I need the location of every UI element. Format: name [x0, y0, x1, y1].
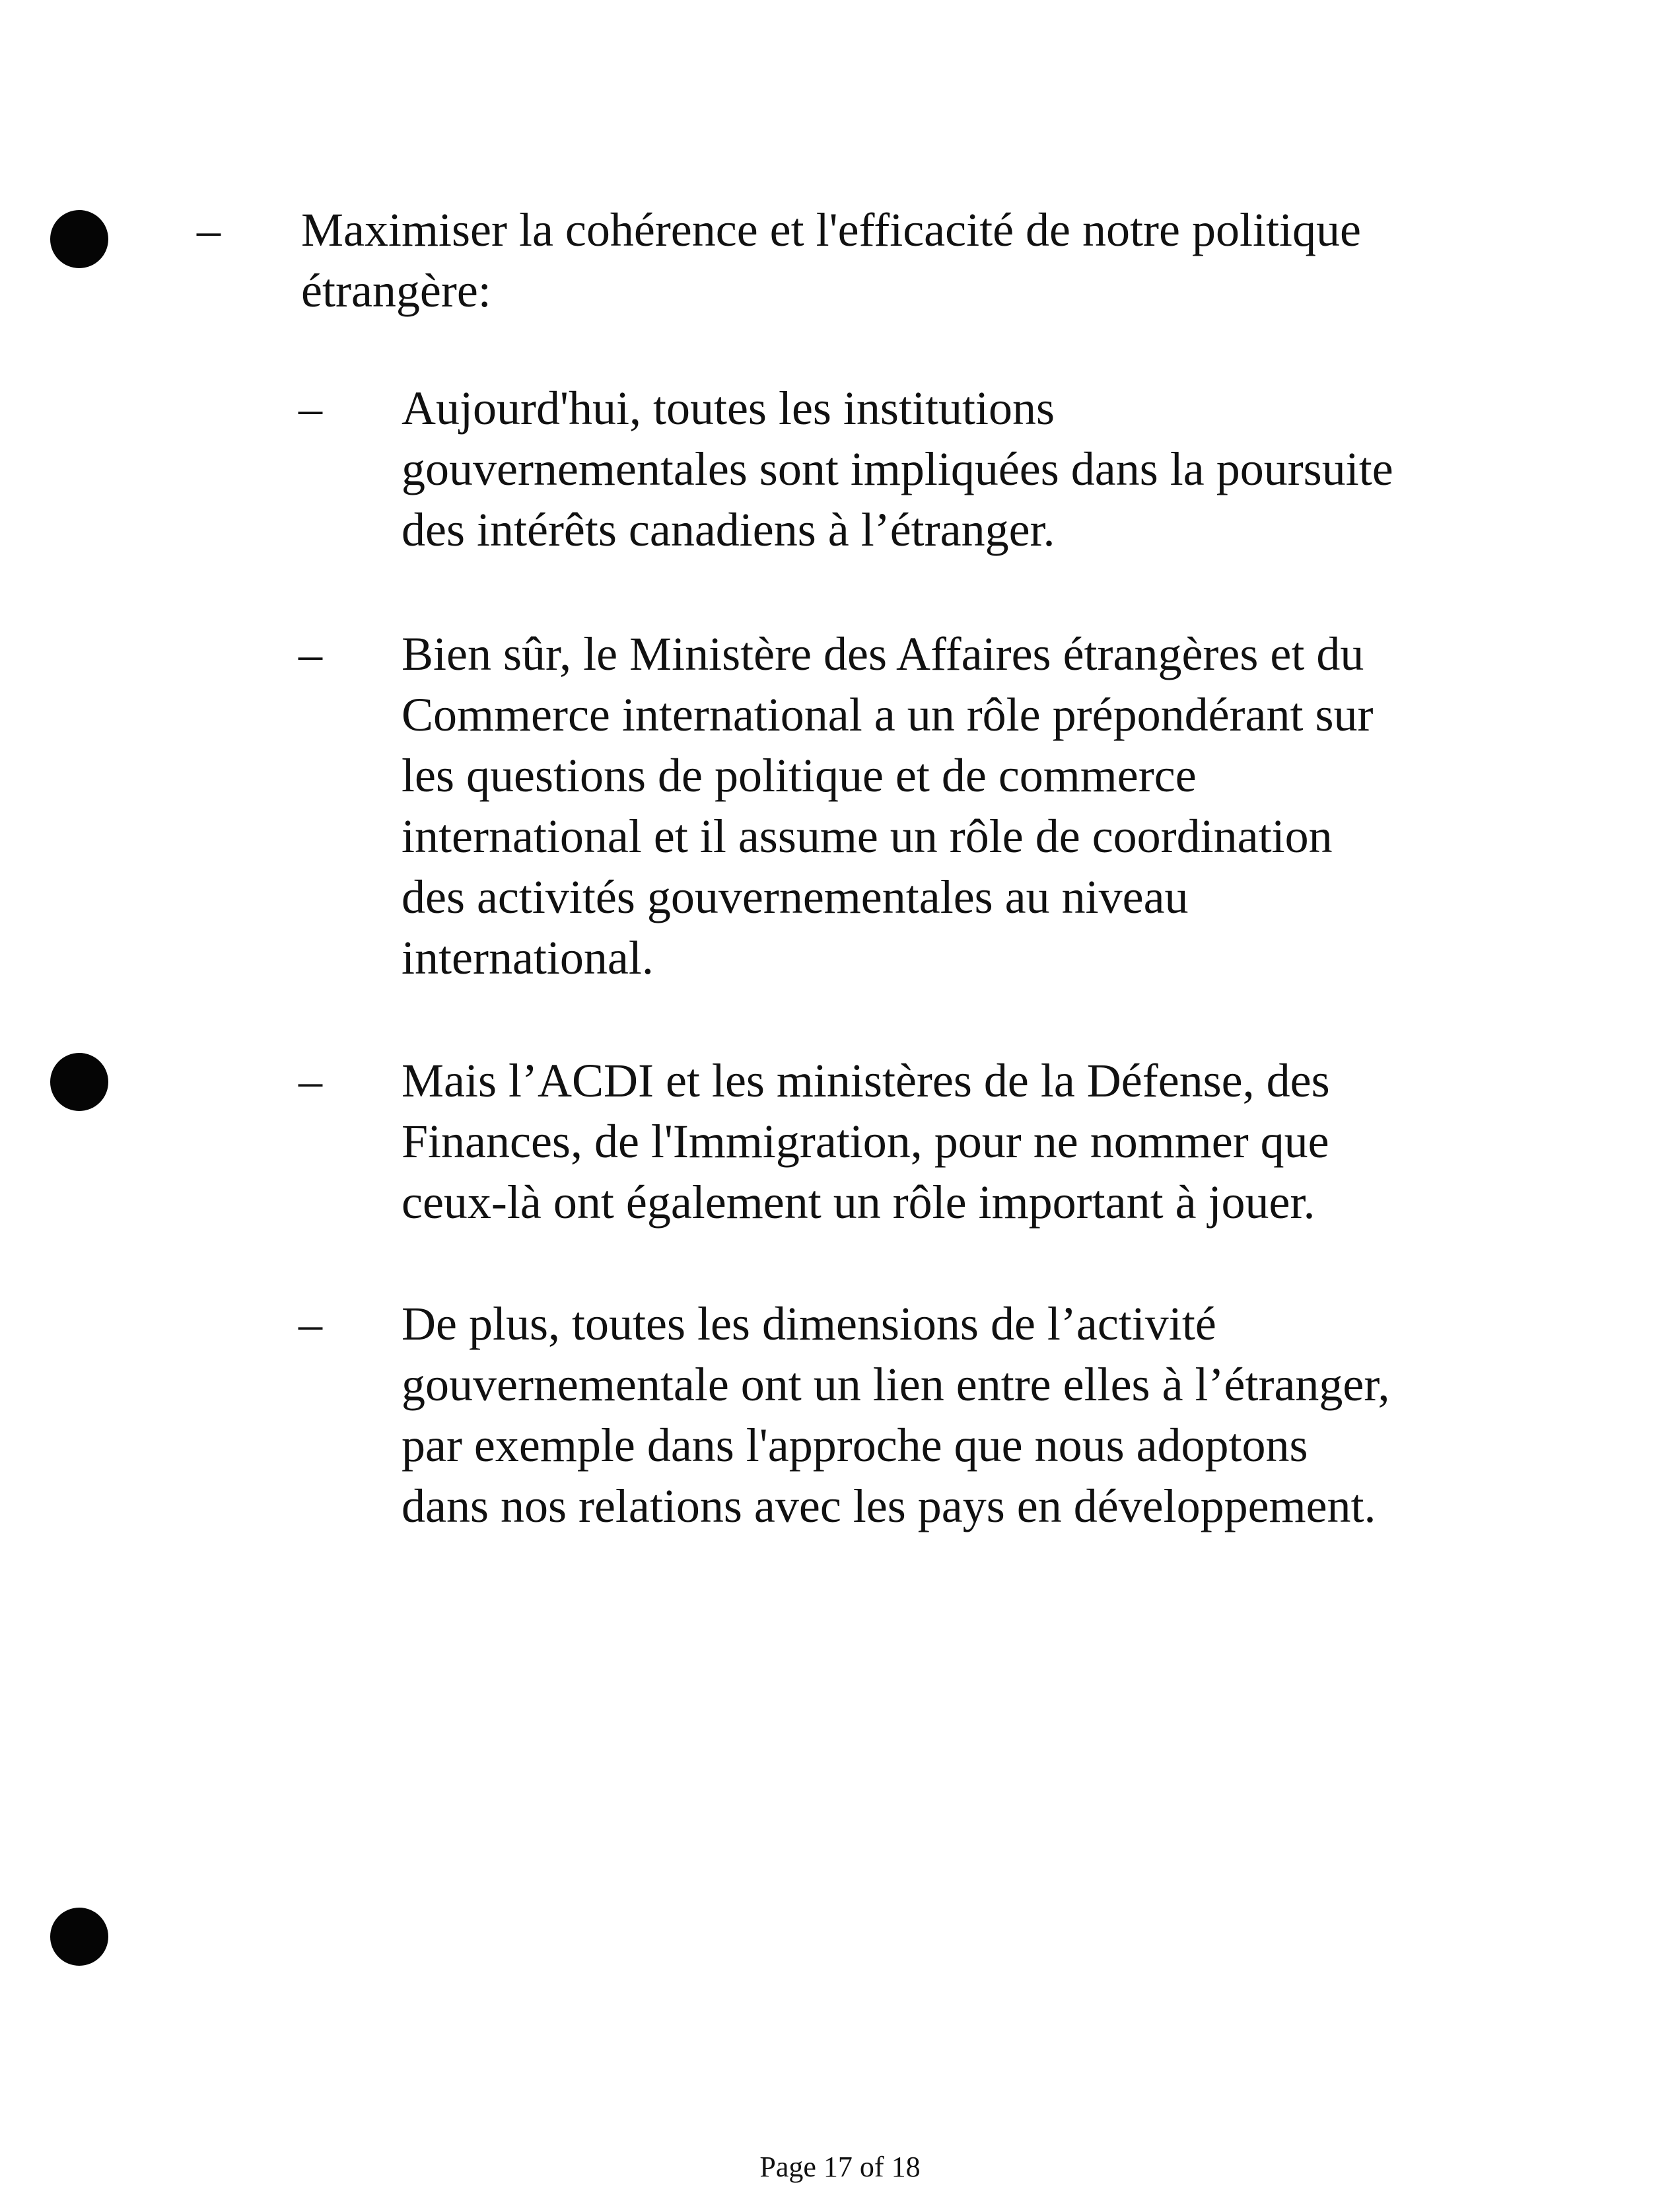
sub-item-text: [402, 624, 1373, 988]
text-line: Finances, de l'Immigration, pour ne nommer que: [402, 1115, 1329, 1168]
sub-item-dash: –: [298, 382, 322, 435]
text-line: ceux-là ont également un rôle important à jouer.: [402, 1176, 1315, 1229]
main-item-dash: –: [197, 203, 221, 256]
text-line: gouvernementale ont un lien entre elles à l’étranger,: [402, 1358, 1390, 1411]
text-line: international et il assume un rôle de coordination: [402, 810, 1333, 863]
sub-item-text: [402, 1050, 1330, 1233]
text-line: les questions de politique et de commerce: [402, 749, 1197, 802]
text-line: par exemple dans l'approche que nous adoptons: [402, 1419, 1308, 1472]
sub-item-text: [402, 1293, 1389, 1536]
punch-hole-middle: [50, 1053, 108, 1111]
text-line: gouvernementales sont impliquées dans la poursuite: [402, 443, 1393, 495]
main-item-text: [301, 199, 1361, 321]
sub-item-dash: –: [298, 1054, 322, 1107]
text-line: Maximiser la cohérence et l'efficacité de notre politique: [301, 203, 1361, 256]
text-line: Mais l’ACDI et les ministères de la Défense, des: [402, 1054, 1330, 1107]
punch-hole-bottom: [50, 1908, 108, 1966]
text-line: dans nos relations avec les pays en développement.: [402, 1480, 1376, 1532]
text-line: des intérêts canadiens à l’étranger.: [402, 503, 1055, 556]
sub-item-text: [402, 378, 1393, 560]
text-line: étrangère:: [301, 264, 491, 317]
sub-item-dash: –: [298, 1297, 322, 1350]
page-number: Page 17 of 18: [759, 2151, 921, 2183]
text-line: des activités gouvernementales au niveau: [402, 871, 1189, 923]
sub-item-dash: –: [298, 628, 322, 680]
text-line: De plus, toutes les dimensions de l’activité: [402, 1297, 1216, 1350]
punch-hole-top: [50, 210, 108, 268]
text-line: Commerce international a un rôle prépondérant sur: [402, 688, 1374, 741]
text-line: international.: [402, 931, 654, 984]
text-line: Bien sûr, le Ministère des Affaires étrangères et du: [402, 628, 1364, 680]
text-line: Aujourd'hui, toutes les institutions: [402, 382, 1055, 435]
